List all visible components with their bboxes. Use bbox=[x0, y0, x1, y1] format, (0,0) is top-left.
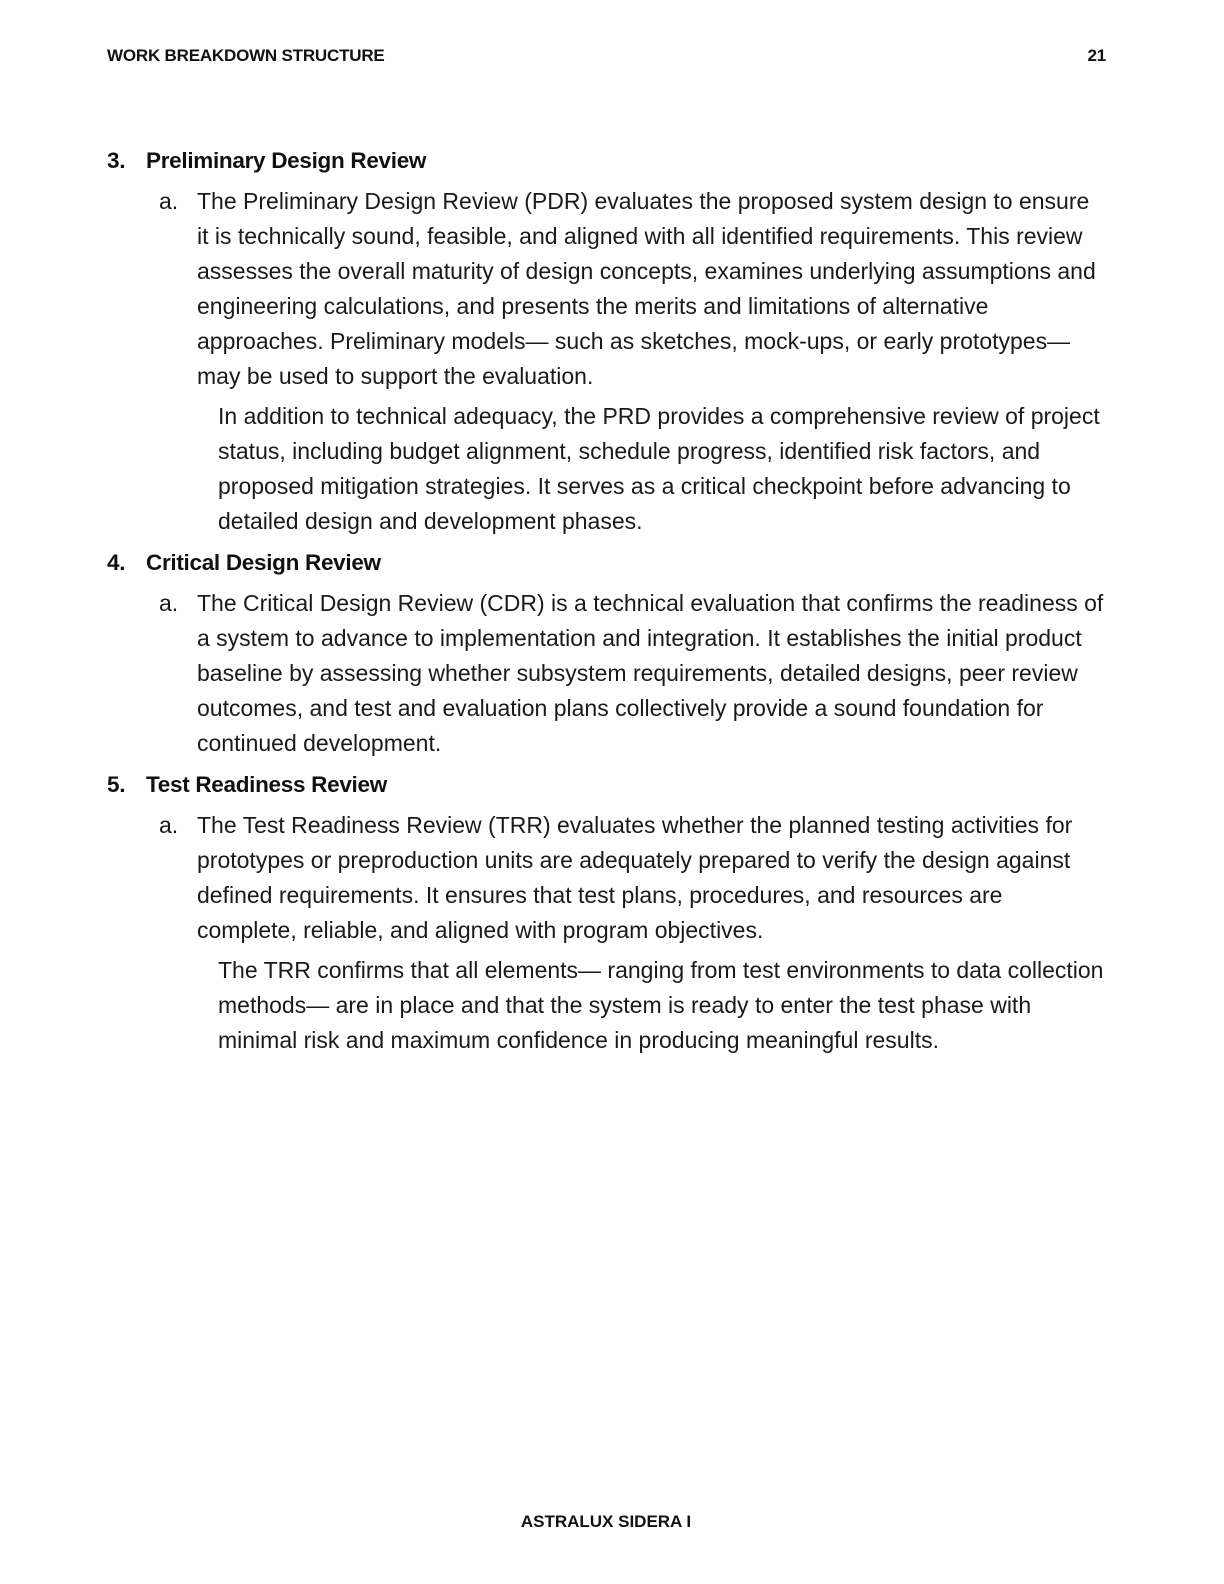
page-number: 21 bbox=[1087, 46, 1106, 65]
item-letter: a. bbox=[159, 812, 179, 838]
section-heading bbox=[107, 545, 1107, 580]
section-number: 4. bbox=[107, 550, 126, 575]
section-heading bbox=[107, 767, 1107, 802]
paragraph: The TRR confirms that all elements— ranging from test environments to data collection methods— are in place and that the system is ready to enter the test phase with minimal risk and maximum confidence in producing meaningful results. bbox=[218, 957, 1104, 1053]
section-number: 3. bbox=[107, 148, 126, 173]
section-title: Test Readiness Review bbox=[146, 772, 387, 797]
paragraph: The Critical Design Review (CDR) is a technical evaluation that confirms the readiness of a system to advance to implementation and integration. It establishes the initial product baseline by assessing whether subsystem requirements, detailed designs, peer review outcomes, and test and evaluation plans collectively provide a sound foundation for continued development. bbox=[197, 590, 1104, 756]
item-body bbox=[197, 184, 1107, 539]
item-body bbox=[197, 586, 1107, 761]
section-number: 5. bbox=[107, 772, 126, 797]
item-letter: a. bbox=[159, 590, 179, 616]
section-preliminary-design-review bbox=[107, 143, 1107, 539]
footer-text: ASTRALUX SIDERA I bbox=[520, 1512, 692, 1531]
paragraph: The Preliminary Design Review (PDR) evaluates the proposed system design to ensure it is technically sound, feasible, and aligned with all identified requirements. This review assesses the overall maturity of design concepts, examines underlying assumptions and engineering calculations, and presents the merits and limitations of alternative approaches. Preliminary models— such as sketches, mock-ups, or early prototypes— may be used to support the evaluation. bbox=[197, 188, 1096, 389]
section-title: Critical Design Review bbox=[146, 550, 381, 575]
section-heading bbox=[107, 143, 1107, 178]
item-body bbox=[197, 808, 1107, 1058]
list-item bbox=[159, 586, 1107, 761]
page-header bbox=[107, 46, 1106, 66]
item-letter: a. bbox=[159, 188, 179, 214]
list-item bbox=[159, 184, 1107, 539]
page-footer bbox=[0, 1512, 1224, 1532]
paragraph: The Test Readiness Review (TRR) evaluates whether the planned testing activities for prototypes or preproduction units are adequately prepared to verify the design against defined requirements. It ensures that test plans, procedures, and resources are complete, reliable, and aligned with program objectives. bbox=[197, 812, 1073, 943]
header-title: WORK BREAKDOWN STRUCTURE bbox=[107, 46, 385, 65]
section-title: Preliminary Design Review bbox=[146, 148, 427, 173]
document-body bbox=[107, 143, 1107, 1058]
section-test-readiness-review bbox=[107, 767, 1107, 1058]
list-item bbox=[159, 808, 1107, 1058]
paragraph: In addition to technical adequacy, the PRD provides a comprehensive review of project status, including budget alignment, schedule progress, identified risk factors, and proposed mitigation strategies. It serves as a critical checkpoint before advancing to detailed design and development phases. bbox=[218, 403, 1100, 534]
section-critical-design-review bbox=[107, 545, 1107, 761]
